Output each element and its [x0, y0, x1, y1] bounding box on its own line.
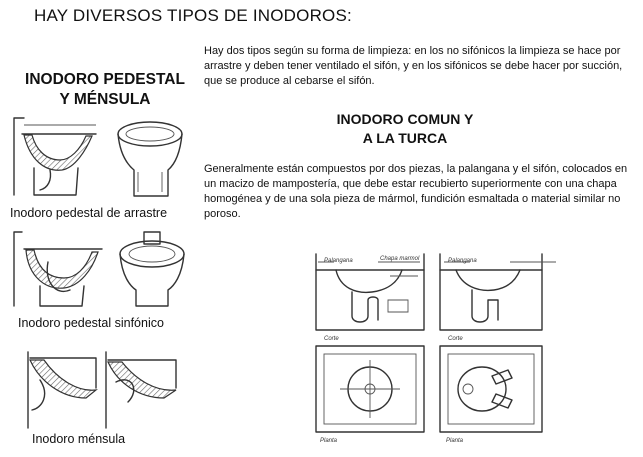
turca-section-drawing	[440, 254, 556, 330]
label-corte-1: Corte	[324, 336, 339, 342]
sifonico-section-drawing	[14, 232, 102, 306]
page-title: HAY DIVERSOS TIPOS DE INODOROS:	[34, 6, 352, 25]
mensula-drawing-right	[106, 352, 176, 428]
label-palangana-1: Palangana	[324, 258, 353, 264]
caption-sifonico: Inodoro pedestal sinfónico	[18, 316, 164, 330]
comun-paragraph: Generalmente están compuestos por dos piezas, la palangana y el sifón, colocados en un macizo de mampostería, que debe estar recubierto superiormente con una chapa homogénea y de una sola pieza de mármol, fundición esmaltada o material similar no poroso.	[204, 163, 628, 220]
sifonico-perspective-drawing	[120, 232, 184, 306]
label-palangana-2: Palangana	[448, 258, 477, 264]
mensula-drawing-left	[28, 352, 96, 428]
pedestal-heading-line1: INODORO PEDESTAL	[25, 71, 185, 88]
comun-heading-line1: INODORO COMUN Y	[336, 111, 474, 127]
pedestal-heading-line2: Y MÉNSULA	[59, 91, 151, 108]
label-planta-1: Planta	[320, 438, 338, 444]
caption-arrastre: Inodoro pedestal de arrastre	[10, 206, 168, 220]
arrastre-perspective-drawing	[118, 122, 182, 196]
label-corte-2: Corte	[448, 336, 463, 342]
comun-heading-line2: A LA TURCA	[362, 130, 448, 146]
label-planta-2: Planta	[446, 438, 464, 444]
comun-turca-heading	[300, 110, 510, 148]
intro-paragraph: Hay dos tipos según su forma de limpieza: en los no sifónicos la limpieza se hace por arrastre y deben tener ventilado el sifón, y en los sifónicos se debe hacer por succión, que se produce al cebarse el sifón.	[204, 45, 623, 87]
turca-plan-drawing	[440, 346, 542, 432]
comun-plan-drawing	[316, 346, 424, 432]
label-chapa: Chapa marmol	[380, 256, 420, 262]
comun-section-drawing	[316, 254, 424, 330]
caption-mensula: Inodoro ménsula	[32, 432, 126, 446]
arrastre-section-drawing	[14, 118, 96, 195]
